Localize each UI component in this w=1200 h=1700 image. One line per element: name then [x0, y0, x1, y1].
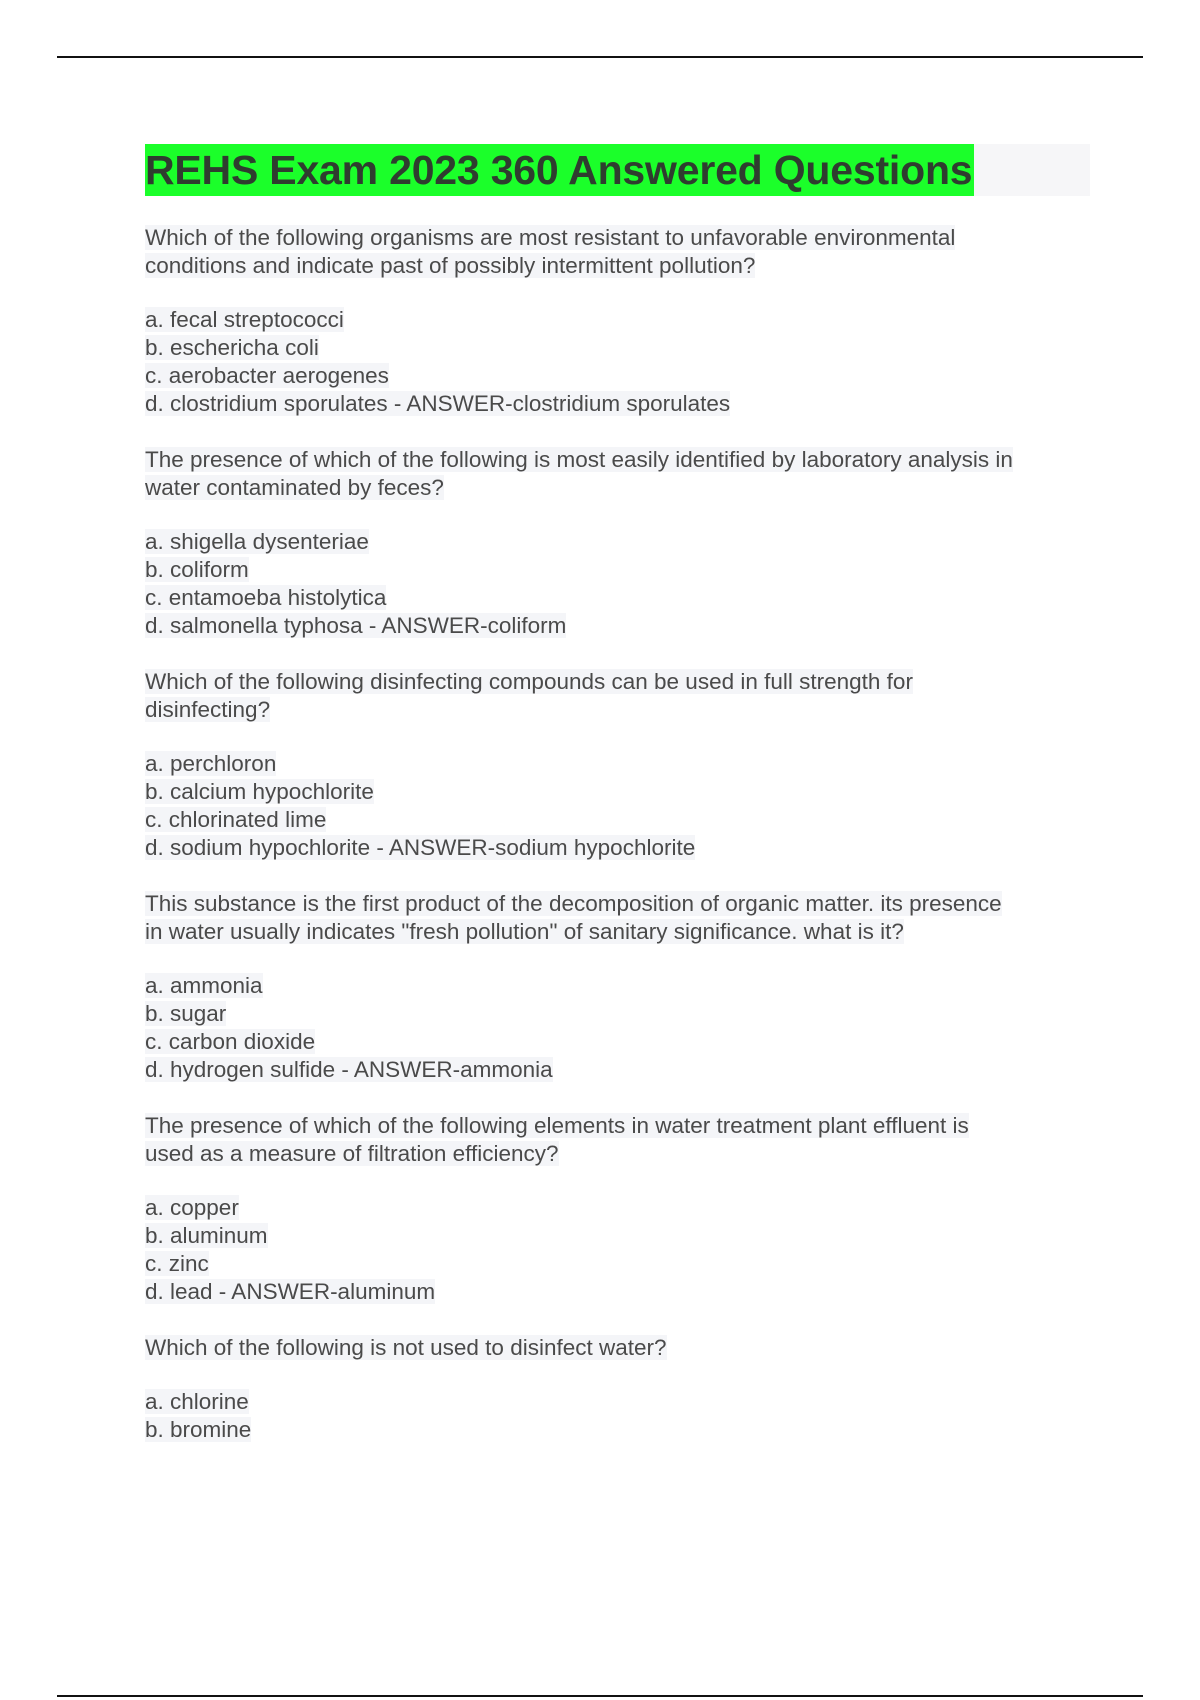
- question-line: Which of the following is not used to disinfect water?: [145, 1335, 667, 1360]
- option-item: a. copper: [145, 1195, 239, 1220]
- question-line: used as a measure of filtration efficiency?: [145, 1141, 559, 1166]
- question-text: [145, 224, 1090, 280]
- footer-rule: [57, 1695, 1143, 1697]
- question-text: [145, 1112, 1090, 1168]
- option-item: a. fecal streptococci: [145, 307, 344, 332]
- title-band: [145, 144, 1090, 196]
- question-line: conditions and indicate past of possibly intermittent pollution?: [145, 253, 756, 278]
- question-line: water contaminated by feces?: [145, 475, 444, 500]
- question-block: [145, 668, 1090, 862]
- option-item: c. chlorinated lime: [145, 807, 327, 832]
- question-text: [145, 668, 1090, 724]
- question-text: [145, 446, 1090, 502]
- option-item: b. sugar: [145, 1001, 227, 1026]
- question-line: The presence of which of the following elements in water treatment plant effluent is: [145, 1113, 969, 1138]
- document-body: [145, 144, 1090, 1472]
- option-list: [145, 750, 1090, 862]
- question-line: Which of the following organisms are most resistant to unfavorable environmental: [145, 225, 956, 250]
- option-item: c. entamoeba histolytica: [145, 585, 387, 610]
- header-rule: [57, 56, 1143, 58]
- question-line: disinfecting?: [145, 697, 271, 722]
- option-item: a. perchloron: [145, 751, 277, 776]
- option-item: c. zinc: [145, 1251, 209, 1276]
- option-item: b. aluminum: [145, 1223, 268, 1248]
- option-item: c. carbon dioxide: [145, 1029, 316, 1054]
- option-item-answer: d. lead - ANSWER-aluminum: [145, 1279, 436, 1304]
- option-item: a. shigella dysenteriae: [145, 529, 369, 554]
- question-block: [145, 1112, 1090, 1306]
- option-item: a. chlorine: [145, 1389, 249, 1414]
- option-item: b. calcium hypochlorite: [145, 779, 374, 804]
- question-line: Which of the following disinfecting compounds can be used in full strength for: [145, 669, 913, 694]
- question-line: in water usually indicates "fresh pollution" of sanitary significance. what is it?: [145, 919, 904, 944]
- question-block: [145, 890, 1090, 1084]
- option-item-answer: d. hydrogen sulfide - ANSWER-ammonia: [145, 1057, 553, 1082]
- option-list: [145, 1194, 1090, 1306]
- option-list: [145, 306, 1090, 418]
- question-text: [145, 890, 1090, 946]
- question-block: [145, 224, 1090, 418]
- option-list: [145, 972, 1090, 1084]
- option-item: c. aerobacter aerogenes: [145, 363, 389, 388]
- option-item: a. ammonia: [145, 973, 263, 998]
- question-block: [145, 1334, 1090, 1444]
- option-item-answer: d. salmonella typhosa - ANSWER-coliform: [145, 613, 567, 638]
- question-text: [145, 1334, 1090, 1362]
- option-item: b. bromine: [145, 1417, 252, 1442]
- question-block: [145, 446, 1090, 640]
- question-line: The presence of which of the following is most easily identified by laboratory analysis in: [145, 447, 1013, 472]
- option-list: [145, 1388, 1090, 1444]
- option-item: b. coliform: [145, 557, 249, 582]
- option-item-answer: d. clostridium sporulates - ANSWER-clostridium sporulates: [145, 391, 731, 416]
- option-item: b. eschericha coli: [145, 335, 319, 360]
- option-list: [145, 528, 1090, 640]
- question-line: This substance is the first product of the decomposition of organic matter. its presence: [145, 891, 1002, 916]
- document-title: REHS Exam 2023 360 Answered Questions: [145, 144, 974, 196]
- option-item-answer: d. sodium hypochlorite - ANSWER-sodium hypochlorite: [145, 835, 696, 860]
